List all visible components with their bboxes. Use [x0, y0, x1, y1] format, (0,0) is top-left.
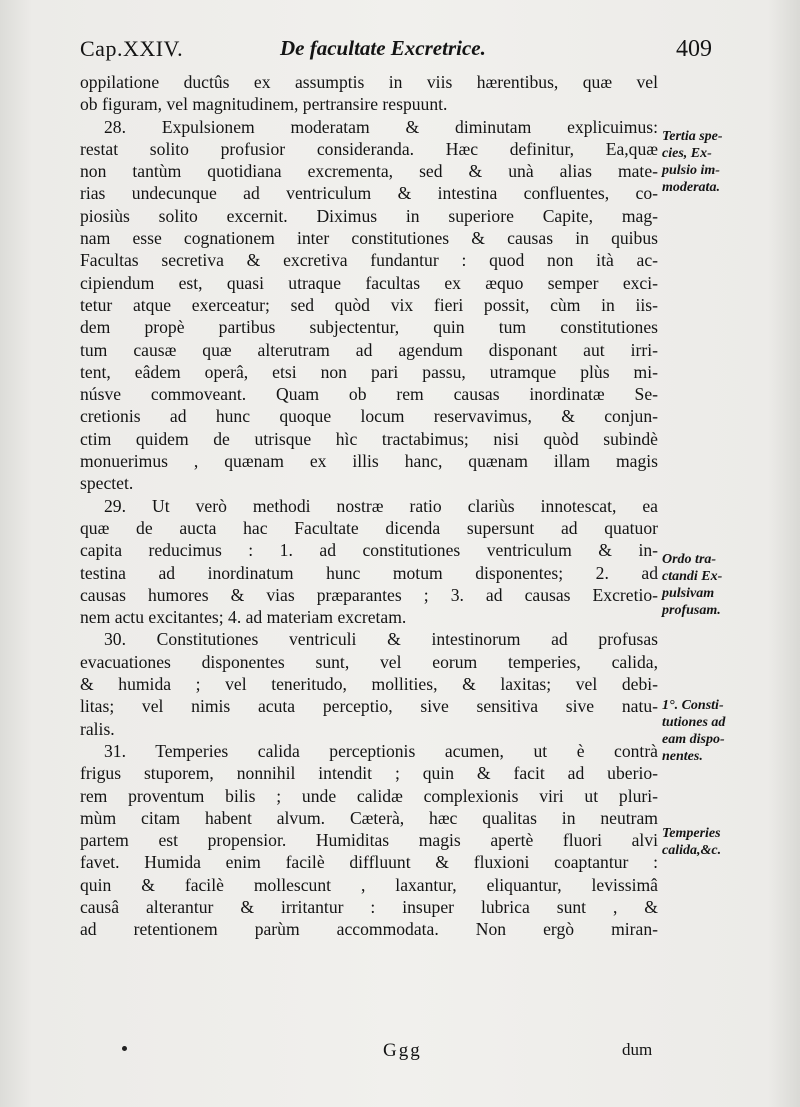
text-line: spectet.	[80, 473, 134, 494]
margin-note-temperies	[662, 825, 762, 859]
paragraph	[80, 628, 658, 739]
text-line: rias undecunque ad ventriculum & intestina confluentes, co-	[80, 183, 658, 204]
text-line: monuerimus , quænam ex illis hanc, quænam illam magis	[80, 451, 658, 472]
text-line: tetur atque exerceatur; sed quòd vix fieri possit, cùm in iis-	[80, 294, 658, 315]
margin-note-tertia-species	[662, 128, 762, 196]
text-line: Facultas secretiva & excretiva fundantur : quod non ità ac-	[80, 250, 658, 271]
running-title: De facultate Excretrice.	[280, 36, 486, 60]
margin-note-ordo-tractandi	[662, 551, 762, 619]
margin-note-line: Tertia spe-	[662, 129, 723, 144]
text-line: evacuationes disponentes sunt, vel eorum temperies, calida,	[80, 651, 658, 672]
text-line: ob figuram, vel magnitudinem, pertransire respuunt.	[80, 94, 448, 115]
signature-mark: Ggg	[383, 1040, 422, 1061]
text-line: 31. Temperies calida perceptionis acumen, ut è contrà	[104, 740, 658, 761]
text-line: restat solito profusior consideranda. Hæc definitur, Ea,quæ	[80, 138, 658, 159]
page-number: 409	[676, 36, 712, 62]
text-line: ad retentionem parùm accommodata. Non ergò miran-	[80, 919, 658, 940]
text-line: & humida ; vel teneritudo, mollities, & laxitas; vel debi-	[80, 674, 658, 695]
body-text	[80, 71, 658, 941]
paragraph	[80, 116, 658, 495]
text-line: núsve commoveant. Quam ob rem causas inordinatæ Se-	[80, 384, 658, 405]
text-line: nem actu excitantes; 4. ad materiam excretam.	[80, 607, 407, 628]
text-line: causas humores & vias præparantes ; 3. ad causas Excretio-	[80, 584, 658, 605]
paragraph	[80, 71, 658, 116]
text-line: frigus stuporem, nonnihil intendit ; quin & facit ad uberio-	[80, 763, 658, 784]
margin-note-line: calida,&c.	[662, 843, 722, 858]
text-line: partem est propensior. Humiditas magis apertè fluori alvi	[80, 830, 658, 851]
text-line: litas; vel nimis acuta perceptio, sive sensitiva sive natu-	[80, 696, 658, 717]
margin-note-line: moderata.	[662, 180, 720, 195]
chapter-label: Cap.XXIV.	[80, 36, 184, 61]
text-line: piosiùs solito excernit. Diximus in superiore Capite, mag-	[80, 205, 658, 226]
margin-note-line: ctandi Ex-	[662, 569, 723, 584]
margin-note-line: pulsio im-	[662, 163, 720, 178]
text-line: tent, eâdem operâ, etsi non pari passu, utramque plùs mi-	[80, 361, 658, 382]
text-line: ctim quidem de utrisque hìc tractabimus; nisi quòd subindè	[80, 428, 658, 449]
margin-note-line: 1°. Consti-	[662, 698, 724, 713]
page-header	[80, 34, 720, 68]
margin-note-line: profusam.	[662, 603, 721, 618]
text-line: non tantùm quotidiana excrementa, sed & unà alias mate-	[80, 161, 658, 182]
text-line: 30. Constitutiones ventriculi & intestinorum ad profusas	[104, 629, 658, 650]
margin-note-line: pulsivam	[662, 586, 715, 601]
text-line: capita reducimus : 1. ad constitutiones ventriculum & in-	[80, 540, 658, 561]
text-line: 28. Expulsionem moderatam & diminutam explicuimus:	[104, 116, 658, 137]
catchword: dum	[622, 1040, 653, 1059]
text-line: quæ de aucta hac Facultate dicenda supersunt ad quatuor	[80, 517, 658, 538]
margin-note-line: cies, Ex-	[662, 146, 712, 161]
margin-note-line: tutiones ad	[662, 715, 726, 730]
text-line: 29. Ut verò methodi nostræ ratio clariùs innotescat, ea	[104, 495, 658, 516]
margin-note-line: Ordo tra-	[662, 552, 717, 567]
text-line: cipiendum est, quasi utraque facultas ex æquo semper exci-	[80, 272, 658, 293]
text-line: ralis.	[80, 718, 115, 739]
text-line: quin & facilè mollescunt , laxantur, eliquantur, levissimâ	[80, 874, 658, 895]
ink-dot	[122, 1046, 127, 1051]
paragraph	[80, 495, 658, 629]
text-line: causâ alterantur & irritantur : insuper lubrica sunt , &	[80, 896, 658, 917]
margin-note-constitutiones	[662, 697, 762, 765]
text-line: tum causæ quæ alterutram ad agendum disponant aut irri-	[80, 339, 658, 360]
text-line: dem propè partibus subjectentur, quin tum constitutiones	[80, 317, 658, 338]
text-line: favet. Humida enim facilè diffluunt & fluxioni coaptantur :	[80, 852, 658, 873]
text-line: nam esse cognationem inter constitutiones & causas in quibus	[80, 228, 658, 249]
text-line: rem proventum bilis ; unde calidæ complexionis viri ut pluri-	[80, 785, 658, 806]
margin-note-line: eam dispo-	[662, 732, 725, 747]
text-line: testina ad inordinatum hunc motum disponentes; 2. ad	[80, 562, 658, 583]
text-line: oppilatione ductûs ex assumptis in viis hærentibus, quæ vel	[80, 72, 658, 92]
margin-note-line: nentes.	[662, 749, 703, 764]
margin-note-line: Temperies	[662, 826, 721, 841]
text-line: mùm citam habent alvum. Cæterà, hæc qualitas in neutram	[80, 807, 658, 828]
text-line: cretionis ad hunc quoque locum reservavimus, & conjun-	[80, 406, 658, 427]
paragraph	[80, 740, 658, 941]
